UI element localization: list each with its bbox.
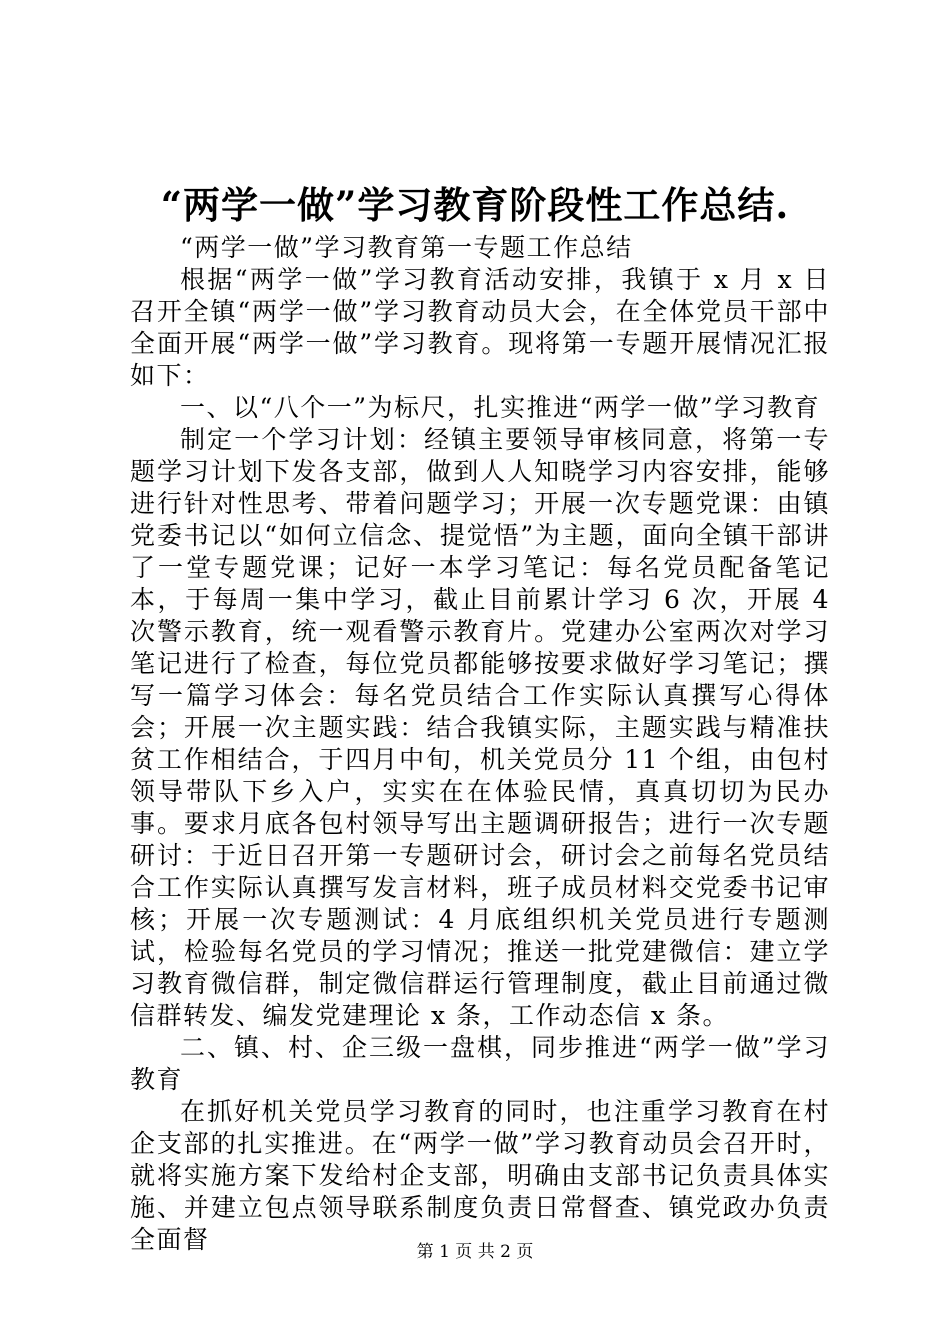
paragraph: 在抓好机关党员学习教育的同时，也注重学习教育在村企支部的扎实推进。在“两学一做”学习教育动员会召开时，就将实施方案下发给村企支部，明确由支部书记负责具体实施、并建立包点领导联系制度负责日常督查、镇党政办负责全面督 [130, 1097, 830, 1254]
paragraph: “两学一做”学习教育第一专题工作总结 [180, 233, 633, 262]
document-body [130, 232, 830, 1256]
document-title: “两学一做”学习教育阶段性工作总结. [160, 183, 790, 227]
page-footer: 第 1 页 共 2 页 [416, 1242, 534, 1262]
paragraph: 根据“两学一做”学习教育活动安排，我镇于 x 月 x 日召开全镇“两学一做”学习教育动员大会，在全体党员干部中全面开展“两学一做”学习教育。现将第一专题开展情况汇报如下： [130, 265, 830, 390]
paragraph: 制定一个学习计划：经镇主要领导审核同意，将第一专题学习计划下发各支部，做到人人知晓学习内容安排，能够进行针对性思考、带着问题学习；开展一次专题党课：由镇党委书记以“如何立信念、提觉悟”为主题，面向全镇干部讲了一堂专题党课；记好一本学习笔记：每名党员配备笔记本，于每周一集中学习，截止目前累计学习 6 次，开展 4 次警示教育，统一观看警示教育片。党建办公室两次对学习笔记进行了检查，每位党员都能够按要求做好学习笔记；撰写一篇学习体会：每名党员结合工作实际认真撰写心得体会；开展一次主题实践：结合我镇实际，主题实践与精准扶贫工作相结合，于四月中旬，机关党员分 11 个组，由包村领导带队下乡入户，实实在在体验民情，真真切切为民办事。要求月底各包村领导写出主题调研报告；进行一次专题研讨：于近日召开第一专题研讨会，研讨会之前每名党员结合工作实际认真撰写发言材料，班子成员材料交党委书记审核；开展一次专题测试：4 月底组织机关党员进行专题测试，检验每名党员的学习情况；推送一批党建微信：建立学习教育微信群，制定微信群运行管理制度，截止目前通过微信群转发、编发党建理论 x 条，工作动态信 x 条。 [130, 425, 830, 1030]
section-heading: 二、镇、村、企三级一盘棋，同步推进“两学一做”学习教育 [130, 1033, 830, 1094]
section-heading: 一、以“八个一”为标尺，扎实推进“两学一做”学习教育 [180, 393, 821, 422]
